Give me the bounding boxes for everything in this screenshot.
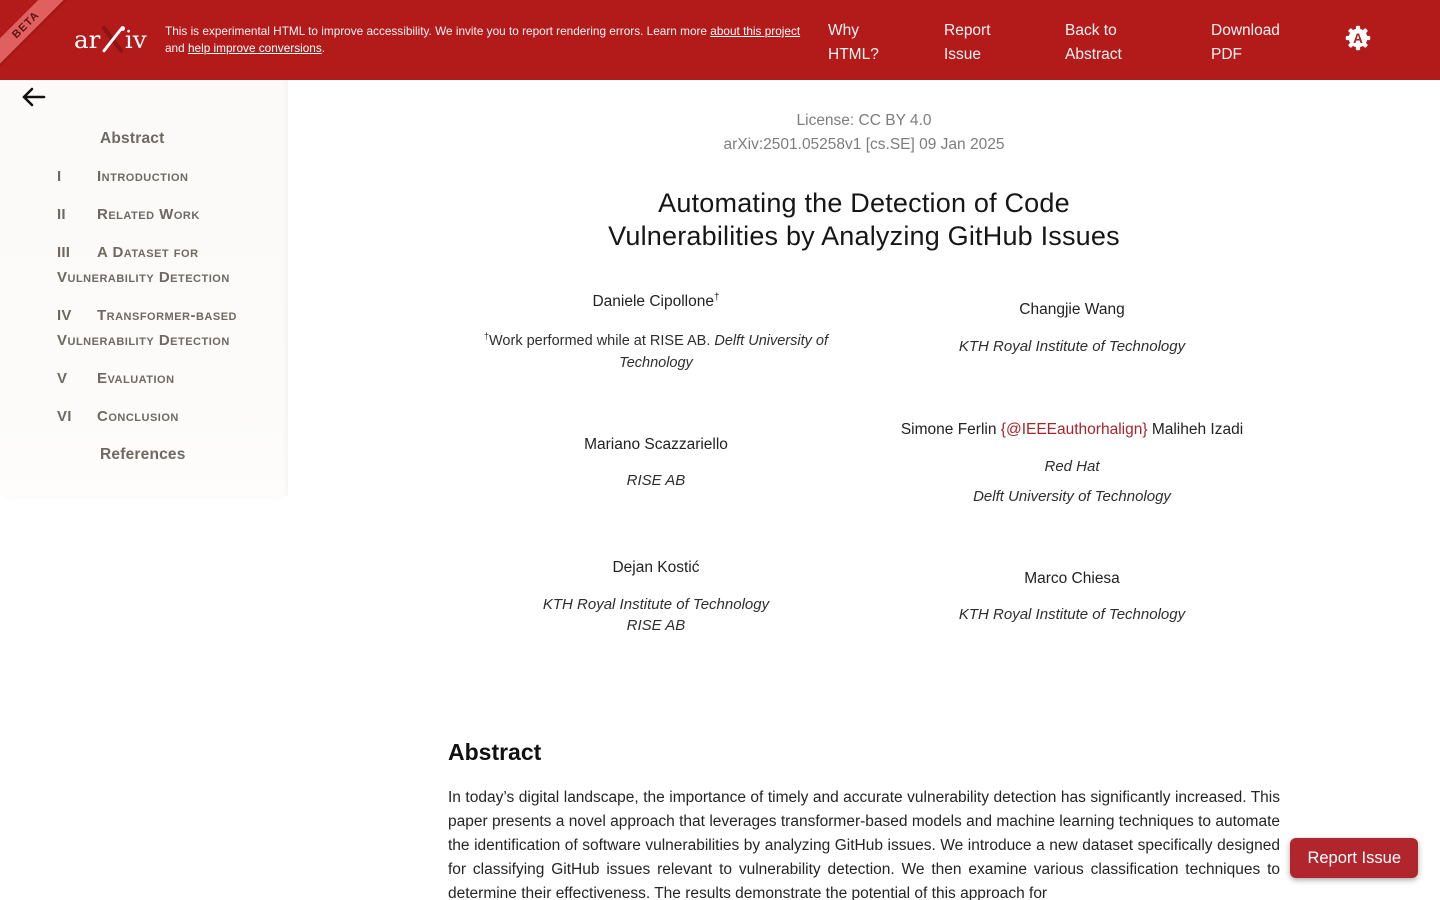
author-marco-chiesa: Marco Chiesa — [1024, 570, 1120, 587]
arxiv-logo[interactable] — [74, 22, 154, 61]
about-this-project-link[interactable]: about this project — [710, 24, 801, 38]
toc-item-conclusion[interactable]: VI Conclusion — [57, 408, 179, 425]
affiliation-red-hat: Red Hat — [1044, 458, 1100, 475]
arxiv-identifier: arXiv:2501.05258v1 [cs.SE] 09 Jan 2025 — [723, 136, 1005, 153]
affiliation-kth-1: KTH Royal Institute of Technology — [958, 338, 1186, 355]
author-block — [448, 286, 1280, 661]
svg-text:ar: ar — [74, 25, 101, 55]
abstract-heading: Abstract — [448, 739, 542, 765]
toc-item-transformer[interactable]: IV Transformer-based Vulnerability Detection — [57, 307, 237, 349]
svg-text:iv: iv — [124, 25, 147, 55]
dagger-marker: † — [713, 292, 720, 303]
svg-text:A: A — [1353, 30, 1363, 46]
beta-ribbon: BETA — [0, 0, 75, 74]
top-header — [0, 0, 1440, 80]
article-meta — [448, 109, 1280, 157]
toc-panel — [0, 80, 288, 496]
author-simone-ferlin-maliheh-izadi: Simone Ferlin {@IEEEauthorhalign} Maliheh Izadi — [900, 421, 1244, 438]
affiliation-delft: Delft University of Technology — [973, 488, 1171, 505]
nav-download-pdf[interactable]: Download PDF — [1211, 22, 1280, 63]
report-issue-button[interactable]: Report Issue — [1290, 838, 1418, 878]
article-main — [288, 80, 1440, 900]
nav-report-issue[interactable]: Report Issue — [944, 22, 991, 63]
arxiv-logo-icon — [74, 22, 154, 56]
author-mariano-scazzariello: Mariano Scazzariello — [584, 436, 728, 453]
affiliation-rise-1: RISE AB — [626, 472, 686, 489]
accessibility-settings-gear-icon[interactable] — [1344, 24, 1372, 52]
banner-text: This is experimental HTML to improve accessibility. We invite you to report rendering errors. Learn more — [165, 24, 711, 38]
collapse-sidebar-back-arrow-icon[interactable] — [20, 86, 48, 112]
toc-item-dataset[interactable]: III A Dataset for Vulnerability Detection — [57, 244, 230, 286]
toc-item-related-work[interactable]: II Related Work — [57, 206, 200, 223]
experimental-html-banner: This is experimental HTML to improve accessibility. We invite you to report rendering errors. Learn more about this project and help improve conversions. — [165, 24, 801, 55]
license-link[interactable]: License: CC BY 4.0 — [796, 112, 932, 129]
toc-item-evaluation[interactable]: V Evaluation — [57, 370, 175, 387]
toc-item-abstract[interactable]: Abstract — [100, 130, 165, 147]
toc-item-references[interactable]: References — [100, 446, 186, 463]
nav-why-html[interactable]: Why HTML? — [828, 22, 879, 63]
toc-item-introduction[interactable]: I Introduction — [57, 168, 189, 185]
help-improve-conversions-link[interactable]: help improve conversions — [187, 41, 322, 55]
affiliation-kth-2: KTH Royal Institute of Technology RISE AB — [542, 596, 770, 634]
author-footnote: †Work performed while at RISE AB. Delft University of Technology — [483, 331, 828, 371]
author-daniele-cipollone: Daniele Cipollone† — [592, 292, 720, 311]
table-of-contents — [0, 126, 288, 480]
paper-title: Automating the Detection of Code Vulnerabilities by Analyzing GitHub Issues — [608, 188, 1120, 251]
affiliation-kth-3: KTH Royal Institute of Technology — [958, 606, 1186, 623]
abstract-text: In today’s digital landscape, the importance of timely and accurate vulnerability detection has significantly increased. This paper presents a novel approach that leverages transformer-based models and machine learning techniques to automate the identification of software vulnerabilities by analyzing GitHub issues. We introduce a new dataset specifically designed for classifying GitHub issues relevant to vulnerability detection. We then examine various classification techniques to determine their effectiveness. The results demonstrate the potential of this approach for — [448, 789, 1280, 900]
nav-back-to-abstract[interactable]: Back to Abstract — [1065, 22, 1122, 63]
author-dejan-kostic: Dejan Kostić — [612, 559, 700, 576]
sidebar — [0, 80, 288, 900]
author-changjie-wang: Changjie Wang — [1019, 301, 1125, 318]
latex-error-token: {@IEEEauthorhalign} — [1000, 421, 1148, 438]
